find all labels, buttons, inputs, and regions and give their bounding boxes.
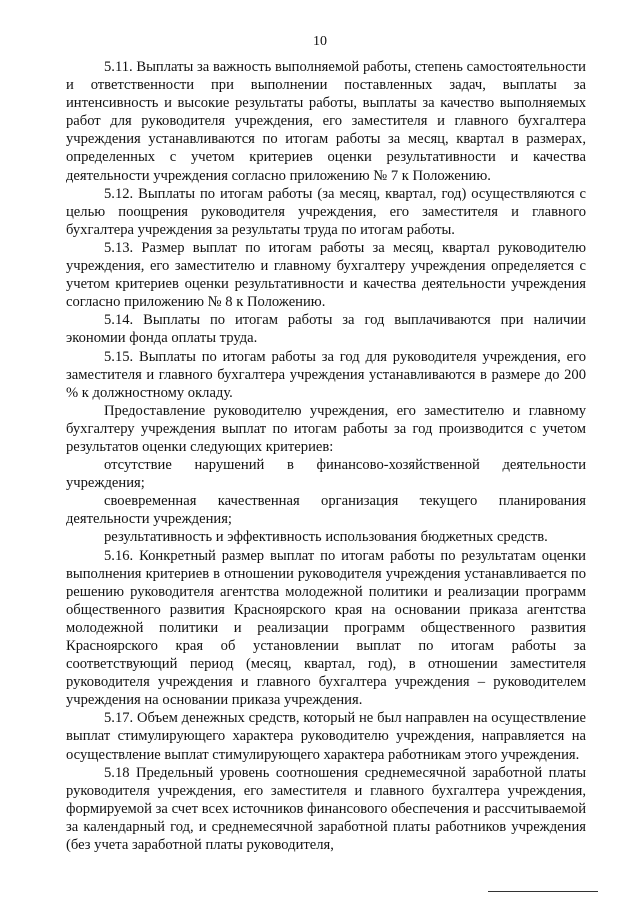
paragraph-5-13: 5.13. Размер выплат по итогам работы за месяц, квартал руководителю учреждения, его заместителю и главному бухгалтеру учреждения определяется с учетом критериев оценки результативности и качества деятельности учреждения согласно приложению № 8 к Положению. [66,239,586,311]
criterion-item: отсутствие нарушений в финансово-хозяйственной деятельности учреждения; [66,457,586,492]
paragraph-5-15: 5.15. Выплаты по итогам работы за год для руководителя учреждения, его заместителя и главного бухгалтера учреждения устанавливаются в размере до 200 % к должностному окладу. [66,348,586,401]
criterion-item: своевременная качественная организация текущего планирования деятельности учреждения; [66,493,586,528]
criterion-item: результативность и эффективность использования бюджетных средств. [104,529,548,546]
footer-rule [488,891,598,892]
paragraph-5-12: 5.12. Выплаты по итогам работы (за месяц, квартал, год) осуществляются с целью поощрения руководителя учреждения, его заместителя и главного бухгалтера учреждения за результаты труда по итогам работы. [66,185,586,238]
paragraph-criteria-intro: Предоставление руководителю учреждения, его заместителю и главному бухгалтеру учреждения выплат по итогам работы за год производится с учетом результатов оценки следующих критериев: [66,402,586,455]
paragraph-5-16: 5.16. Конкретный размер выплат по итогам работы по результатам оценки выполнения критериев в отношении руководителя учреждения устанавливается по решению руководителя агентства молодежной политики и реализации программ общественного развития Красноярского края на основании приказа агентства молодежной политики и реализации программ общественного развития Красноярского края об установлении выплат по итогам работы за соответствующий период (месяц, квартал, год), в отношении заместителя руководителя учреждения и главного бухгалтера учреждения – руководителем учреждения на основании приказа учреждения. [66,547,586,709]
document-body [66,58,586,854]
page-number: 10 [313,34,327,49]
paragraph-5-14: 5.14. Выплаты по итогам работы за год выплачиваются при наличии экономии фонда оплаты труда. [66,312,586,347]
paragraph-5-17: 5.17. Объем денежных средств, который не был направлен на осуществление выплат стимулирующего характера руководителю учреждения, направляется на осуществление выплат стимулирующего характера работникам этого учреждения. [66,710,586,763]
paragraph-5-18: 5.18 Предельный уровень соотношения среднемесячной заработной платы руководителя учреждения, его заместителя и главного бухгалтера учреждения, формируемой за счет всех источников финансового обеспечения и рассчитываемой за календарный год, и среднемесячной заработной платы работников учреждения (без учета заработной платы руководителя, [66,764,586,854]
paragraph-5-11: 5.11. Выплаты за важность выполняемой работы, степень самостоятельности и ответственности при выполнении поставленных задач, выплаты за интенсивность и высокие результаты работы, выплаты за качество выполняемых работ для руководителя учреждения, его заместителя и главного бухгалтера учреждения устанавливаются по итогам работы за месяц, квартал в размерах, определенных с учетом критериев оценки результативности и качества деятельности учреждения согласно приложению № 7 к Положению. [66,59,586,184]
